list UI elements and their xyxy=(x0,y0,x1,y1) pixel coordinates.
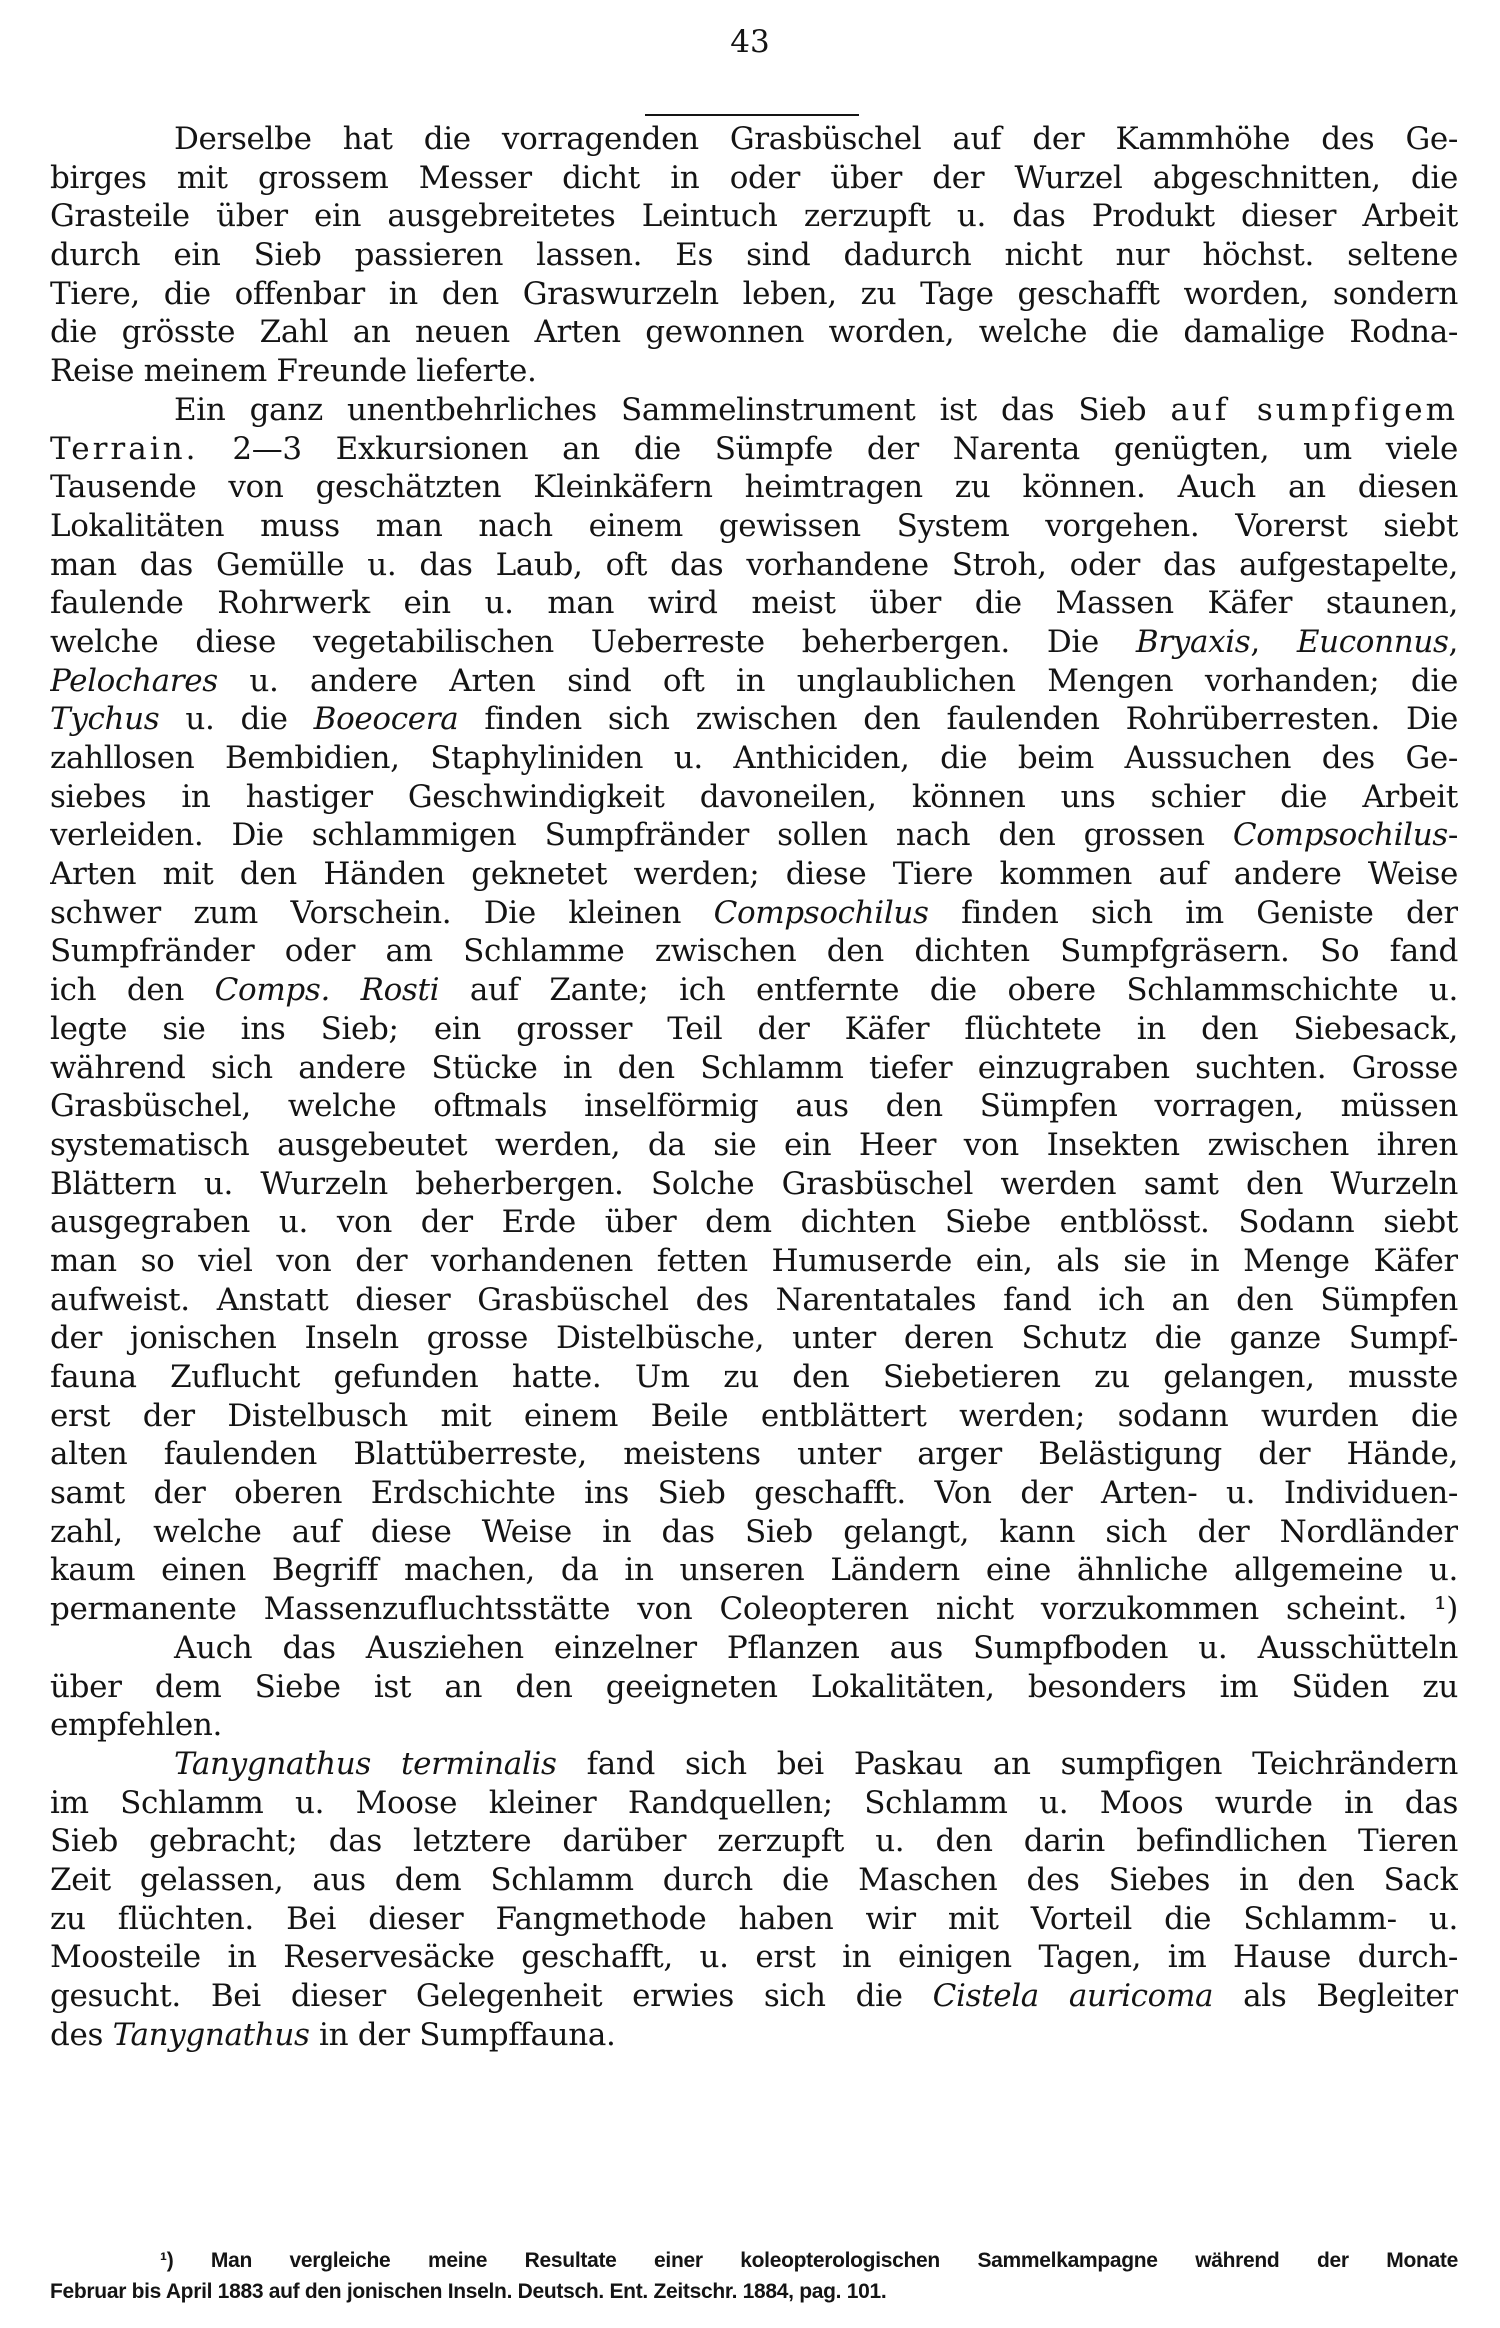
text-line xyxy=(50,971,1458,1010)
text-segment: schwer zum Vorschein. Die kleinen xyxy=(50,894,714,931)
page-number: 43 xyxy=(730,24,770,60)
text-line xyxy=(50,1551,1458,1590)
text-segment: Tiere, die offenbar in den Graswurzeln leben, zu Tage geschafft worden, sondern xyxy=(50,275,1458,312)
text-line xyxy=(50,236,1458,275)
italic-term: Euconnus xyxy=(1296,623,1449,660)
text-segment: Sumpfränder oder am Schlamme zwischen den dichten Sumpfgräsern. So fand xyxy=(50,933,1458,970)
spaced-emphasis: auf sumpfigem xyxy=(1170,391,1458,428)
text-segment: zu flüchten. Bei dieser Fangmethode haben wir mit Vorteil die Schlamm- u. xyxy=(50,1900,1458,1937)
text-segment: ¹) Man vergleiche meine Resultate einer koleopterologischen Sammelkampagne während der Monate xyxy=(160,2249,1458,2272)
text-segment: alten faulenden Blattüberreste, meistens unter arger Belästigung der Hände, xyxy=(50,1436,1458,1473)
text-segment: man das Gemülle u. das Laub, oft das vorhandene Stroh, oder das aufgestapelte, xyxy=(50,546,1458,583)
text-line xyxy=(50,1513,1458,1552)
text-line xyxy=(50,894,1458,933)
italic-term: Compsochilus xyxy=(1232,817,1448,854)
text-line xyxy=(50,352,1458,391)
text-segment: im Schlamm u. Moose kleiner Randquellen; Schlamm u. Moos wurde in das xyxy=(50,1784,1458,1821)
text-line xyxy=(50,1165,1458,1204)
text-segment: Ein ganz unentbehrliches Sammelinstrument ist das Sieb xyxy=(174,391,1171,428)
text-line xyxy=(50,855,1458,894)
text-line xyxy=(50,120,1458,159)
text-segment: während sich andere Stücke in den Schlamm tiefer einzugraben suchten. Grosse xyxy=(50,1049,1458,1086)
text-line xyxy=(50,1281,1458,1320)
text-segment: kaum einen Begriff machen, da in unseren Ländern eine ähnliche allgemeine u. xyxy=(50,1552,1458,1589)
text-line xyxy=(50,1590,1458,1629)
text-line xyxy=(50,1435,1458,1474)
text-segment: siebes in hastiger Geschwindigkeit davoneilen, können uns schier die Arbeit xyxy=(50,778,1458,815)
text-segment: u. die xyxy=(159,701,314,738)
italic-term: Compsochilus xyxy=(713,894,929,931)
text-segment: Sieb gebracht; das letztere darüber zerzupft u. den darin befindlichen Tieren xyxy=(50,1823,1458,1860)
text-segment: Moosteile in Reservesäcke geschafft, u. erst in einigen Tagen, im Hause durch- xyxy=(50,1939,1458,1976)
text-segment: Auch das Ausziehen einzelner Pflanzen aus Sumpfboden u. Ausschütteln xyxy=(174,1629,1458,1666)
text-segment: ausgegraben u. von der Erde über dem dichten Siebe entblösst. Sodann siebt xyxy=(50,1204,1458,1241)
text-segment: Tausende von geschätzten Kleinkäfern heimtragen zu können. Auch an diesen xyxy=(50,469,1458,506)
italic-term: Comps. Rosti xyxy=(214,972,440,1009)
text-segment: fauna Zuflucht gefunden hatte. Um zu den Siebetieren zu gelangen, musste xyxy=(50,1359,1458,1395)
text-line xyxy=(50,1126,1458,1165)
text-line xyxy=(50,1010,1458,1049)
text-line xyxy=(50,1938,1458,1977)
text-line xyxy=(50,391,1458,430)
text-segment: erst der Distelbusch mit einem Beile entblättert werden; sodann wurden die xyxy=(50,1397,1458,1434)
text-segment: empfehlen. xyxy=(50,1707,222,1744)
header-rule xyxy=(645,114,859,116)
text-line xyxy=(50,1358,1458,1397)
text-segment: samt der oberen Erdschichte ins Sieb geschafft. Von der Arten- u. Individuen- xyxy=(50,1475,1458,1512)
text-line xyxy=(50,507,1458,546)
text-line xyxy=(50,1822,1458,1861)
text-line xyxy=(50,1203,1458,1242)
text-line xyxy=(50,1900,1458,1939)
text-segment: man so viel von der vorhandenen fetten Humuserde ein, als sie in Menge Käfer xyxy=(50,1242,1458,1279)
text-segment: des xyxy=(50,2016,113,2053)
italic-term: Tanygnathus terminalis xyxy=(174,1745,557,1782)
text-line xyxy=(50,1629,1458,1668)
text-segment: Grasteile über ein ausgebreitetes Leintuch zerzupft u. das Produkt dieser Arbeit xyxy=(50,198,1458,235)
text-line xyxy=(50,778,1458,817)
text-line xyxy=(50,1977,1458,2016)
text-segment: , xyxy=(1448,623,1458,660)
text-line xyxy=(50,1397,1458,1436)
text-line xyxy=(50,623,1458,662)
footnote-line xyxy=(50,2276,1458,2307)
text-segment: in der Sumpffauna. xyxy=(309,2016,616,2053)
text-segment: Grasbüschel, welche oftmals inselförmig aus den Sümpfen vorragen, müssen xyxy=(50,1088,1458,1125)
text-segment: welche diese vegetabilischen Ueberreste beherbergen. Die xyxy=(50,623,1136,660)
italic-term: Cistela auricoma xyxy=(932,1978,1214,2014)
text-line xyxy=(50,430,1458,469)
body-text xyxy=(50,120,1458,2054)
text-segment: systematisch ausgebeutet werden, da sie ein Heer von Insekten zwischen ihren xyxy=(50,1126,1458,1163)
text-line xyxy=(50,1706,1458,1745)
text-segment: faulende Rohrwerk ein u. man wird meist über die Massen Käfer staunen, xyxy=(50,585,1458,622)
italic-term: Bryaxis xyxy=(1135,623,1251,660)
text-line xyxy=(50,739,1458,778)
text-line xyxy=(50,1319,1458,1358)
text-line xyxy=(50,1745,1458,1784)
text-segment: Februar bis April 1883 auf den jonischen Inseln. Deutsch. Ent. Zeitschr. 1884, pag. 101. xyxy=(50,2280,887,2303)
text-segment: birges mit grossem Messer dicht in oder über der Wurzel abgeschnitten, die xyxy=(50,159,1458,196)
text-segment: zahl, welche auf diese Weise in das Sieb gelangt, kann sich der Nordländer xyxy=(50,1513,1458,1550)
text-line xyxy=(50,2016,1458,2055)
text-segment: finden sich im Geniste der xyxy=(928,894,1458,931)
text-line xyxy=(50,313,1458,352)
text-segment: zahllosen Bembidien, Staphyliniden u. Anthiciden, die beim Aussuchen des Ge- xyxy=(50,740,1458,776)
text-segment: über dem Siebe ist an den geeigneten Lokalitäten, besonders im Süden zu xyxy=(50,1668,1458,1705)
text-segment: u. andere Arten sind oft in unglaublichen Mengen vorhanden; die xyxy=(217,662,1458,699)
text-line xyxy=(50,1049,1458,1088)
text-line xyxy=(50,1087,1458,1126)
text-line xyxy=(50,275,1458,314)
text-line xyxy=(50,1242,1458,1281)
text-segment: 2—3 Exkursionen an die Sümpfe der Narenta genügten, um viele xyxy=(198,430,1458,467)
text-segment: als Begleiter xyxy=(1213,1978,1458,2014)
text-segment: die grösste Zahl an neuen Arten gewonnen worden, welche die damalige Rodna- xyxy=(50,314,1458,351)
text-segment: verleiden. Die schlammigen Sumpfränder sollen nach den grossen xyxy=(50,817,1233,854)
text-segment: fand sich bei Paskau an sumpfigen Teichrändern xyxy=(556,1745,1458,1782)
text-segment: ich den xyxy=(50,972,215,1009)
text-line xyxy=(50,1474,1458,1513)
text-line xyxy=(50,1668,1458,1707)
text-segment: finden sich zwischen den faulenden Rohrüberresten. Die xyxy=(458,701,1458,738)
text-segment: Blättern u. Wurzeln beherbergen. Solche Grasbüschel werden samt den Wurzeln xyxy=(50,1165,1458,1202)
text-segment: Lokalitäten muss man nach einem gewissen System vorgehen. Vorerst siebt xyxy=(50,507,1458,544)
text-line xyxy=(50,468,1458,507)
text-line xyxy=(50,662,1458,701)
text-segment: Derselbe hat die vorragenden Grasbüschel auf der Kammhöhe des Ge- xyxy=(174,121,1458,157)
text-line xyxy=(50,1861,1458,1900)
text-line xyxy=(50,932,1458,971)
footnote-line xyxy=(50,2245,1458,2276)
text-line xyxy=(50,816,1458,855)
text-segment: Arten mit den Händen geknetet werden; diese Tiere kommen auf andere Weise xyxy=(50,856,1458,893)
text-segment: aufweist. Anstatt dieser Grasbüschel des Narentatales fand ich an den Sümpfen xyxy=(50,1281,1458,1318)
text-line xyxy=(50,584,1458,623)
text-segment: legte sie ins Sieb; ein grosser Teil der Käfer flüchtete in den Siebesack, xyxy=(50,1010,1458,1047)
text-segment: durch ein Sieb passieren lassen. Es sind dadurch nicht nur höchst. seltene xyxy=(50,237,1458,274)
text-line xyxy=(50,1784,1458,1823)
text-line xyxy=(50,159,1458,198)
text-segment: permanente Massenzufluchtsstätte von Coleopteren nicht vorzukommen scheint. ¹) xyxy=(50,1591,1458,1628)
text-segment: Reise meinem Freunde lieferte. xyxy=(50,353,537,390)
italic-term: Pelochares xyxy=(50,662,218,699)
text-line xyxy=(50,197,1458,236)
text-segment: der jonischen Inseln grosse Distelbüsche, unter deren Schutz die ganze Sumpf- xyxy=(50,1320,1458,1357)
spaced-emphasis: Terrain. xyxy=(50,430,199,467)
text-segment: - xyxy=(1447,817,1458,854)
text-segment: gesucht. Bei dieser Gelegenheit erwies sich die xyxy=(50,1978,933,2014)
italic-term: Tanygnathus xyxy=(112,2016,310,2053)
text-segment: Zeit gelassen, aus dem Schlamm durch die Maschen des Siebes in den Sack xyxy=(50,1861,1458,1898)
text-line xyxy=(50,700,1458,739)
text-segment: , xyxy=(1250,623,1297,660)
italic-term: Boeocera xyxy=(313,701,459,738)
italic-term: Tychus xyxy=(50,701,160,738)
text-segment: auf Zante; ich entfernte die obere Schlammschichte u. xyxy=(439,972,1458,1009)
text-line xyxy=(50,546,1458,585)
footnote xyxy=(50,2245,1458,2307)
